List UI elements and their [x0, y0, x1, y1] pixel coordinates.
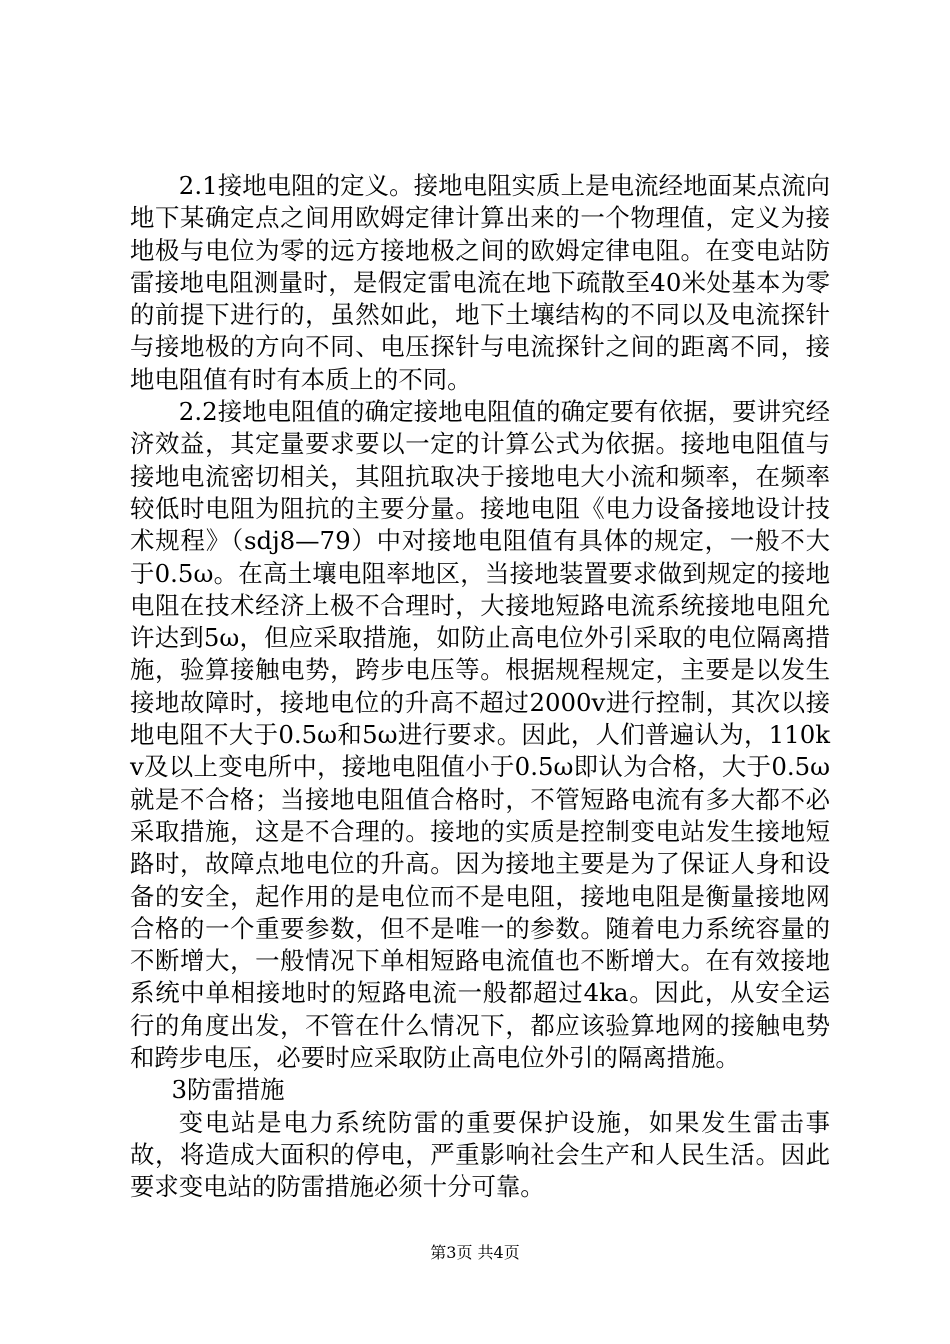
document-body: [130, 170, 830, 1204]
section-heading: 3防雷措施: [171, 1075, 285, 1105]
paragraph-grounding-resistance-definition: 2.1接地电阻的定义。接地电阻实质上是电流经地面某点流向地下某确定点之间用欧姆定律计算出来的一个物理值，定义为接地极与电位为零的远方接地极之间的欧姆定律电阻。在变电站防雷接地电阻测量时，是假定雷电流在地下疏散至40米处基本为零的前提下进行的，虽然如此，地下土壤结构的不同以及电流探针与接地极的方向不同、电压探针与电流探针之间的距离不同，接地电阻值有时有本质上的不同。: [130, 171, 830, 394]
page-number: 第3页 共4页: [430, 1243, 520, 1262]
paragraph-grounding-resistance-value: 2.2接地电阻值的确定接地电阻值的确定要有依据，要讲究经济效益，其定量要求要以一定的计算公式为依据。接地电阻值与接地电流密切相关，其阻抗取决于接地电大小流和频率，在频率较低时电阻为阻抗的主要分量。接地电阻《电力设备接地设计技术规程》（sdj8—79）中对接地电阻值有具体的规定，一般不大于0.5ω。在高土壤电阻率地区，当接地装置要求做到规定的接地电阻在技术经济上极不合理时，大接地短路电流系统接地电阻允许达到5ω，但应采取措施，如防止高电位外引采取的电位隔离措施，验算接触电势，跨步电压等。根据规程规定，主要是以发生接地故障时，接地电位的升高不超过2000v进行控制，其次以接地电阻不大于0.5ω和5ω进行要求。因此，人们普遍认为，110kv及以上变电所中，接地电阻值小于0.5ω即认为合格，大于0.5ω就是不合格；当接地电阻值合格时，不管短路电流有多大都不必采取措施，这是不合理的。接地的实质是控制变电站发生接地短路时，故障点地电位的升高。因为接地主要是为了保证人身和设备的安全，起作用的是电位而不是电阻，接地电阻是衡量接地网合格的一个重要参数，但不是唯一的参数。随着电力系统容量的不断增大，一般情况下单相短路电流值也不断增大。在有效接地系统中单相接地时的短路电流一般都超过4ka。因此，从安全运行的角度出发，不管在什么情况下，都应该验算地网的接触电势和跨步电压，必要时应采取防止高电位外引的隔离措施。: [130, 397, 830, 1073]
paragraph-lightning-protection: 变电站是电力系统防雷的重要保护设施，如果发生雷击事故，将造成大面积的停电，严重影响社会生产和人民生活。因此要求变电站的防雷措施必须十分可靠。: [130, 1107, 830, 1202]
